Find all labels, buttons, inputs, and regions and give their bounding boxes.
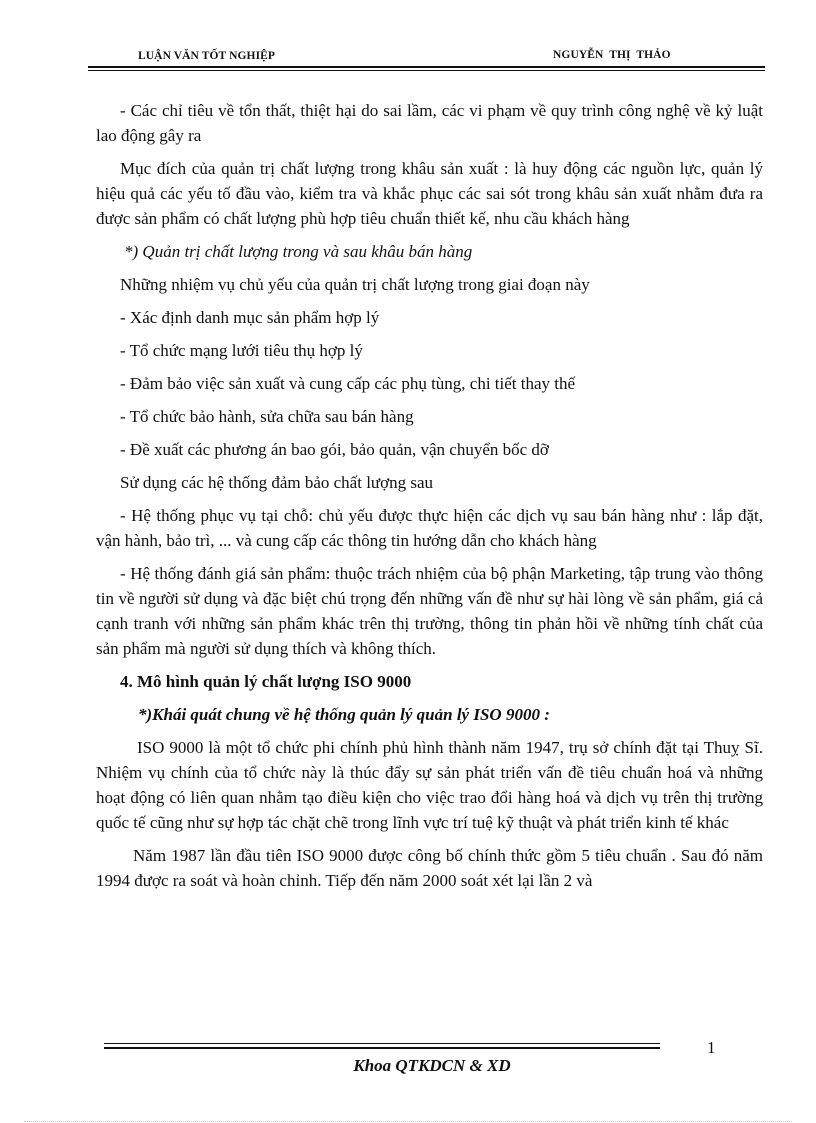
list-item: - Đảm bảo việc sản xuất và cung cấp các phụ tùng, chi tiết thay thế — [120, 374, 576, 393]
footer-rule — [104, 1043, 660, 1049]
page-footer — [0, 1056, 816, 1076]
section-heading: 4. Mô hình quản lý chất lượng ISO 9000 — [120, 672, 412, 691]
paragraph-purpose: Mục đích của quản trị chất lượng trong khâu sản xuất : là huy động các nguồn lực, quản lý hiệu quả các yếu tố đầu vào, kiểm tra và khắc phục các sai sót trong khâu sản xuất nhằm đưa ra được sản phẩm có chất lượng phù hợp tiêu chuẩn thiết kế, nhu cầu khách hàng — [96, 159, 763, 228]
footer-text: Khoa QTKDCN & XD — [353, 1056, 511, 1075]
list-item: - Đề xuất các phương án bao gói, bảo quản, vận chuyển bốc dỡ — [120, 440, 549, 459]
paragraph-systems-intro: Sử dụng các hệ thống đảm bảo chất lượng sau — [120, 473, 434, 492]
paragraph-iso-overview: ISO 9000 là một tổ chức phi chính phủ hình thành năm 1947, trụ sở chính đặt tại Thuỵ Sĩ. Nhiệm vụ chính của tổ chức này là thúc đẩy sự sản phát triển vấn đề tiêu chuẩn hoá và những hoạt động có liên quan nhằm tạo điều kiện cho việc trao đổi hàng hoá và dịch vụ trên thị trường quốc tế cũng như sự hợp tác chặt chẽ trong lĩnh vực trí tuệ kỹ thuật và phát triển kinh tế khác — [96, 738, 763, 832]
section-note: *) Quản trị chất lượng trong và sau khâu bán hàng — [124, 242, 473, 261]
list-item: - Tổ chức mạng lưới tiêu thụ hợp lý — [120, 341, 363, 360]
list-item: - Tổ chức bảo hành, sửa chữa sau bán hàng — [120, 407, 414, 426]
list-item: - Xác định danh mục sản phẩm hợp lý — [120, 308, 380, 327]
page-number: 1 — [707, 1038, 716, 1057]
header-title: LUẬN VĂN TỐT NGHIỆP — [138, 50, 276, 62]
section-subheading: *)Khái quát chung về hệ thống quản lý quản lý ISO 9000 : — [138, 705, 550, 724]
paragraph-product-evaluation: - Hệ thống đánh giá sản phẩm: thuộc trách nhiệm của bộ phận Marketing, tập trung vào thông tin về người sử dụng và đặc biệt chú trọng đến những vấn đề như sự hài lòng về sản phẩm, giá cả cạnh tranh với những sản phẩm khác trên thị trường, thông tin phản hồi về những tính chất của sản phẩm mà người sử dụng thích và không thích. — [96, 564, 763, 658]
paragraph-tasks-intro: Những nhiệm vụ chủ yếu của quản trị chất lượng trong giai đoạn này — [120, 275, 590, 294]
paragraph-onsite-service: - Hệ thống phục vụ tại chỗ: chủ yếu được thực hiện các dịch vụ sau bán hàng như : lắp đặt, vận hành, bảo trì, ... và cung cấp các thông tin hướng dẫn cho khách hàng — [96, 506, 763, 550]
paragraph-iso-history: Năm 1987 lần đầu tiên ISO 9000 được công bố chính thức gồm 5 tiêu chuẩn . Sau đó năm 1994 được ra soát và hoàn chỉnh. Tiếp đến năm 2000 soát xét lại lần 2 và — [96, 846, 763, 890]
page-bottom-edge — [24, 1121, 792, 1122]
document-body — [96, 98, 763, 901]
header-author: NGUYỄN THỊ THẢO — [553, 49, 671, 61]
header-rule — [88, 66, 765, 71]
paragraph-losses: - Các chỉ tiêu về tổn thất, thiệt hại do sai lầm, các vi phạm về quy trình công nghệ về kỷ luật lao động gây ra — [96, 101, 763, 145]
